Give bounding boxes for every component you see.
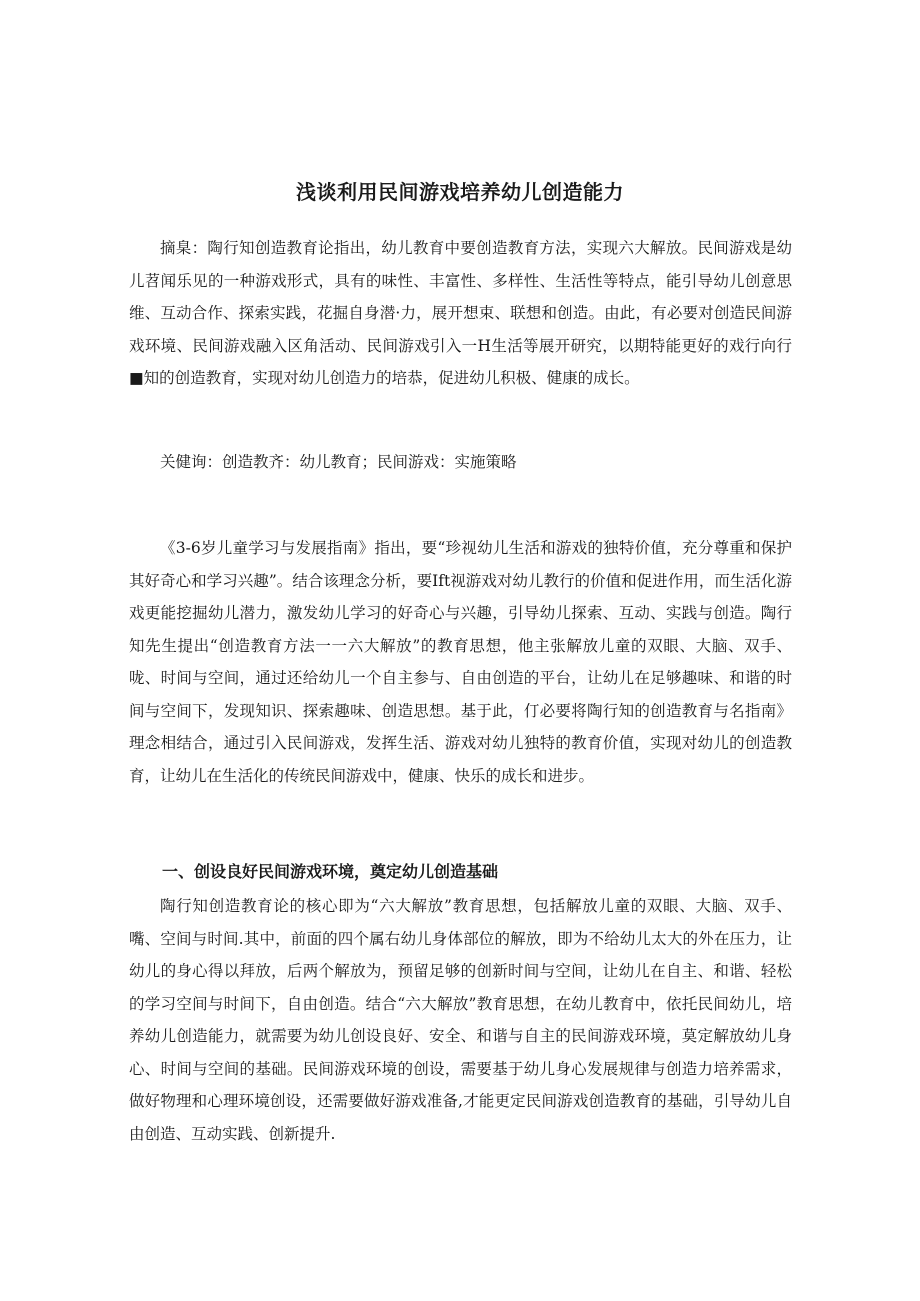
keywords-line: 关健询：创造教齐：幼儿教育；民间游戏：实施策略	[160, 453, 517, 471]
abstract-paragraph: 摘臬：陶行知创造教育论指出，幼儿教育中要创造教育方法，实现六大解放。民间游戏是幼儿苕闻乐见的一种游戏形式，具有的味性、丰富性、多样性、生活性等特点，能引导幼儿创意思维、互动合作、探索实践，花掘自身潜·力，展开想束、联想和创造。由此，有必要对创造民间游戏环境、民间游戏融入区角活动、民间游戏引入一H生活等展开研究，以期特能更好的戏行向行■知的创造教育，实现对幼儿创造力的培恭，促进幼儿积极、健康的成长。	[129, 239, 792, 387]
document-title: 浅谈利用民间游戏培养幼儿创造能力	[296, 180, 624, 204]
section-1-paragraph: 陶行知创造教育论的核心即为“六大解放”教育思想，包括解放儿童的双眼、大脑、双手、嘴、空间与时间.其中，前面的四个属右幼儿身体部位的解放，即为不给幼儿太大的外在压力，让幼儿的身心得以拜放，后两个解放为，预留足够的创新时间与空间，让幼儿在自主、和谐、轻松的学习空间与时间下，自由创造。结合“六大解放”教育思想，在幼儿教育中，依托民间幼儿，培养幼儿创造能力，就需要为幼儿创设良好、安全、和谐与自主的民间游戏环境，莫定解放幼儿身心、时间与空间的基础。民间游戏环境的创设，需要基于幼儿身心发展规律与创造力培养需求，做好物理和心理环境创设，还需要做好游戏准备,才能更定民间游戏创造教育的基础，引导幼儿自由创造、互动实践、创新提升.	[129, 897, 792, 1143]
section-1-heading: 一、创设良好民间游戏环境，奠定幼儿创造基础	[162, 862, 499, 881]
intro-paragraph: 《3-6岁儿童学习与发展指南》指出，要“珍视幼儿生活和游戏的独特价值，充分尊重和保护其好奇心和学习兴趣”。结合该理念分析，要Ift视游戏对幼儿教行的价值和促进作用，而生活化游戏更能挖掘幼儿潜力，激发幼儿学习的好奇心与兴趣，引导幼儿探索、互动、实践与创造。陶行知先生提出“创造教育方法一一六大解放”的教育思想，他主张解放儿童的双眼、大脑、双手、咙、时间与空间，通过还给幼儿一个自主参与、自由创造的平台，让幼儿在足够趣味、和谐的时间与空间下，发现知识、探索趣味、创造思想。基于此，仃必要将陶行知的创造教育与名指南》理念相结合，通过引入民间游戏，发挥生活、游戏对幼儿独特的教育价值，实现对幼儿的创造教育，让幼儿在生活化的传统民间游戏中，健康、快乐的成长和进步。	[129, 539, 792, 785]
